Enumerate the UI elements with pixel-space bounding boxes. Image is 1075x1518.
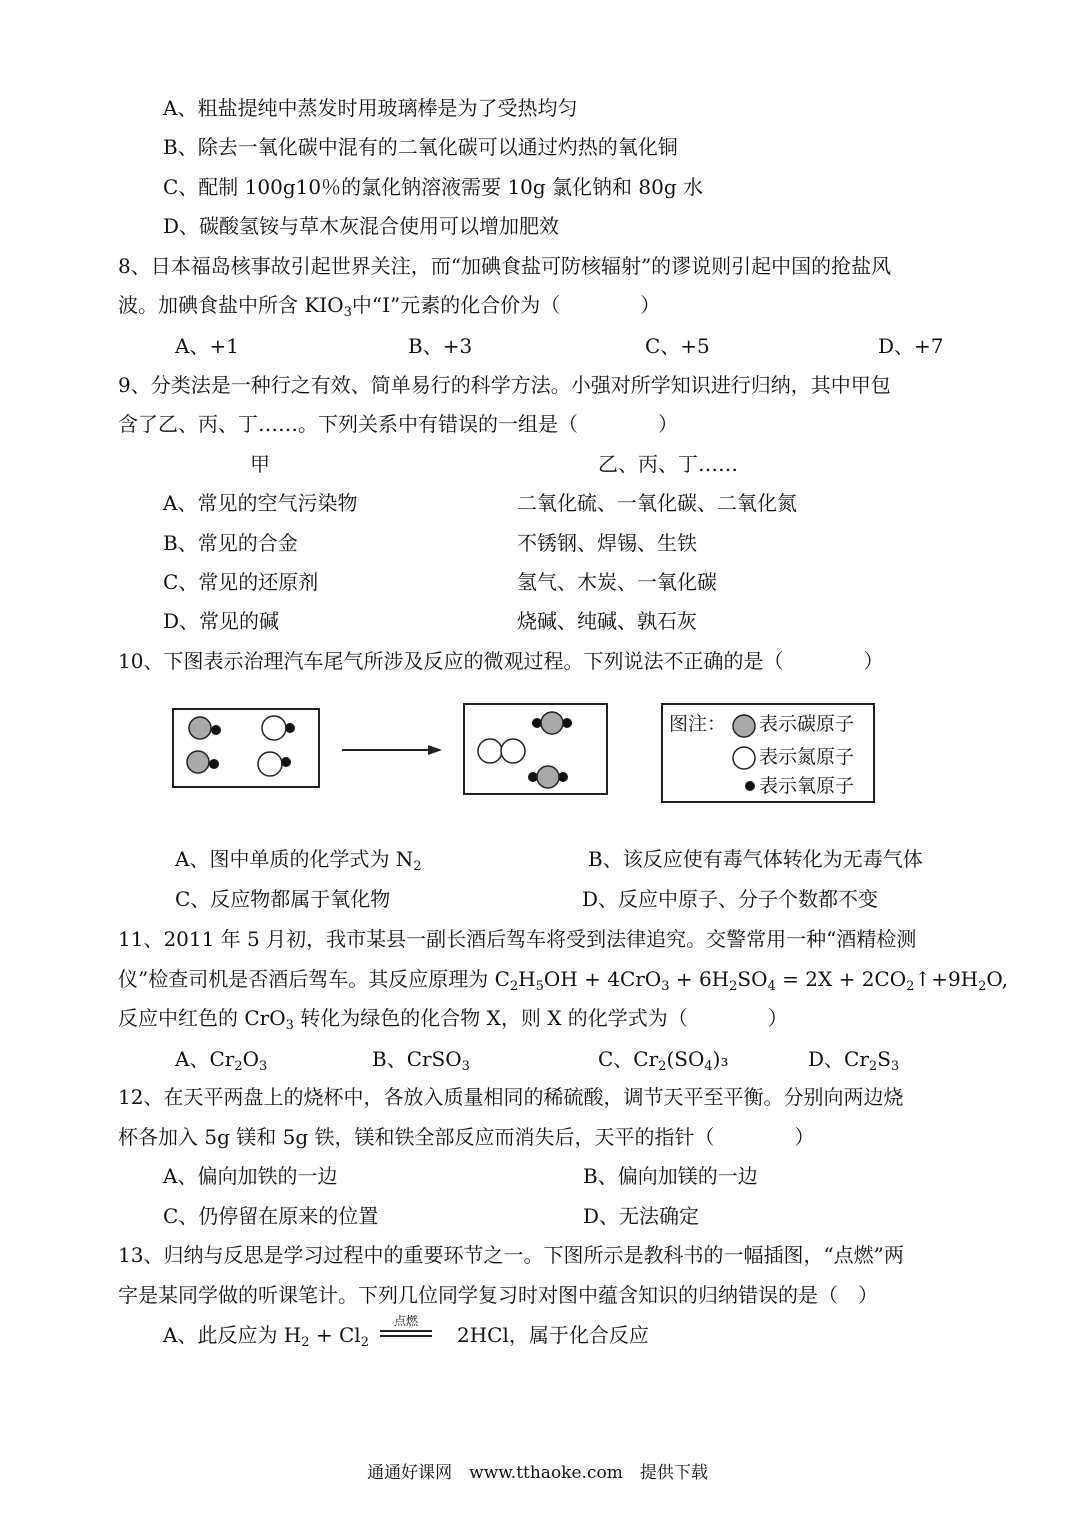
- q9-stem-line2: 含了乙、丙、丁……。下列关系中有错误的一组是（ ）: [118, 412, 678, 436]
- reaction-arrow: [340, 742, 444, 758]
- nitrogen-atom-icon: [731, 745, 757, 771]
- diagram-legend: [661, 703, 875, 803]
- equals-bar-top: [380, 1330, 432, 1332]
- q13-option-a-rhs: 2HCl，属于化合反应: [457, 1323, 649, 1347]
- carbon-atom-icon: [731, 713, 757, 739]
- legend-nitrogen-label: 表示氮原子: [759, 746, 855, 768]
- q9-row-d-left: D、常见的碱: [163, 609, 280, 633]
- q11-option-c: C、$Cr_2(SO_4)_3$: [598, 1047, 729, 1074]
- legend-title: 图注：: [669, 713, 727, 735]
- q9-row-a-right: 二氧化硫、一氧化碳、二氧化氮: [517, 491, 797, 515]
- q7-option-c: C、配制 100g10％的氯化钠溶液需要 10g 氯化钠和 80g 水: [163, 175, 704, 199]
- q9-stem-line1: 9、分类法是一种行之有效、简单易行的科学方法。小强对所学知识进行归纳，其中甲包: [118, 373, 891, 397]
- q11-option-a: A、$Cr_2O_3$: [175, 1047, 268, 1074]
- q8-option-b: B、+3: [408, 334, 473, 358]
- q8-option-a: A、+1: [175, 334, 239, 358]
- q12-option-b: B、偏向加镁的一边: [583, 1164, 758, 1188]
- q7-option-b: B、除去一氧化碳中混有的二氧化碳可以通过灼热的氧化铜: [163, 135, 678, 159]
- q9-row-b-left: B、常见的合金: [163, 531, 298, 555]
- q13-stem-line1: 13、归纳与反思是学习过程中的重要环节之一。下图所示是教科书的一幅插图，“点燃”两: [118, 1243, 904, 1267]
- q8-option-c: C、+5: [645, 334, 710, 358]
- q10-option-b: B、该反应使有毒气体转化为无毒气体: [588, 847, 923, 871]
- q12-option-d: D、无法确定: [583, 1204, 700, 1228]
- q10-option-c: C、反应物都属于氧化物: [175, 887, 391, 911]
- q11-option-d: D、$Cr_2S_3$: [808, 1047, 900, 1074]
- q10-option-a: A、图中单质的化学式为 $N_2$: [175, 847, 422, 874]
- q7-option-d: D、碳酸氢铵与草木灰混合使用可以增加肥效: [163, 214, 560, 238]
- reaction-condition: 点燃: [393, 1314, 418, 1328]
- oxygen-atom-icon: [743, 779, 757, 793]
- q9-row-a-left: A、常见的空气污染物: [163, 491, 358, 515]
- q12-stem-line1: 12、在天平两盘上的烧杯中，各放入质量相同的稀硫酸，调节天平至平衡。分别向两边烧: [118, 1085, 904, 1109]
- q9-row-c-left: C、常见的还原剂: [163, 570, 319, 594]
- q9-row-b-right: 不锈钢、焊锡、生铁: [517, 531, 697, 555]
- q12-stem-line2: 杯各加入 5g 镁和 5g 铁，镁和铁全部反应而消失后，天平的指针（ ）: [118, 1125, 815, 1149]
- page-footer: 通通好课网 www.tthaoke.com 提供下载: [367, 1463, 708, 1483]
- q7-option-a: A、粗盐提纯中蒸发时用玻璃棒是为了受热均匀: [163, 96, 578, 120]
- q8-option-d: D、+7: [878, 334, 944, 358]
- q9-header-left: 甲: [250, 452, 270, 476]
- reactants-box: [172, 708, 320, 788]
- q12-option-a: A、偏向加铁的一边: [163, 1164, 338, 1188]
- equals-bar-bottom: [380, 1335, 432, 1337]
- q13-stem-line2: 字是某同学做的听课笔计。下列几位同学复习时对图中蕴含知识的归纳错误的是（ ）: [118, 1283, 878, 1307]
- legend-carbon-label: 表示碳原子: [759, 713, 855, 735]
- q11-stem-line3: 反应中红色的 CrO$_3$ 转化为绿色的化合物 X，则 X 的化学式为（ ）: [118, 1006, 788, 1033]
- q8-stem-line1: 8、日本福岛核事故引起世界关注，而“加碘食盐可防核辐射”的谬说则引起中国的抢盐风: [118, 254, 892, 278]
- q10-option-d: D、反应中原子、分子个数都不变: [582, 887, 879, 911]
- q9-row-c-right: 氢气、木炭、一氧化碳: [517, 570, 717, 594]
- q11-stem-line2: 仪”检查司机是否酒后驾车。其反应原理为 $C_2H_5OH + 4CrO_3 + 6H_2SO_4 = 2X$ + $2CO_2↑+9H_2O$,: [118, 967, 1008, 994]
- q10-stem: 10、下图表示治理汽车尾气所涉及反应的微观过程。下列说法不正确的是（ ）: [118, 649, 884, 673]
- products-box: [463, 703, 608, 795]
- q11-stem-line1: 11、2011 年 5 月初，我市某县一副长酒后驾车将受到法律追究。交警常用一种“酒精检测: [118, 927, 917, 951]
- q9-header-right: 乙、丙、丁……: [598, 452, 738, 476]
- q12-option-c: C、仍停留在原来的位置: [163, 1204, 379, 1228]
- legend-oxygen-label: 表示氧原子: [759, 775, 855, 797]
- q13-option-a-lhs: A、此反应为 $H_2 + Cl_2$: [163, 1323, 369, 1350]
- q9-row-d-right: 烧碱、纯碱、孰石灰: [517, 609, 697, 633]
- q8-stem-line2: 波。加碘食盐中所含 $KIO_3$中“I”元素的化合价为（ ）: [118, 293, 661, 320]
- q11-option-b: B、CrSO$_3$: [372, 1047, 470, 1074]
